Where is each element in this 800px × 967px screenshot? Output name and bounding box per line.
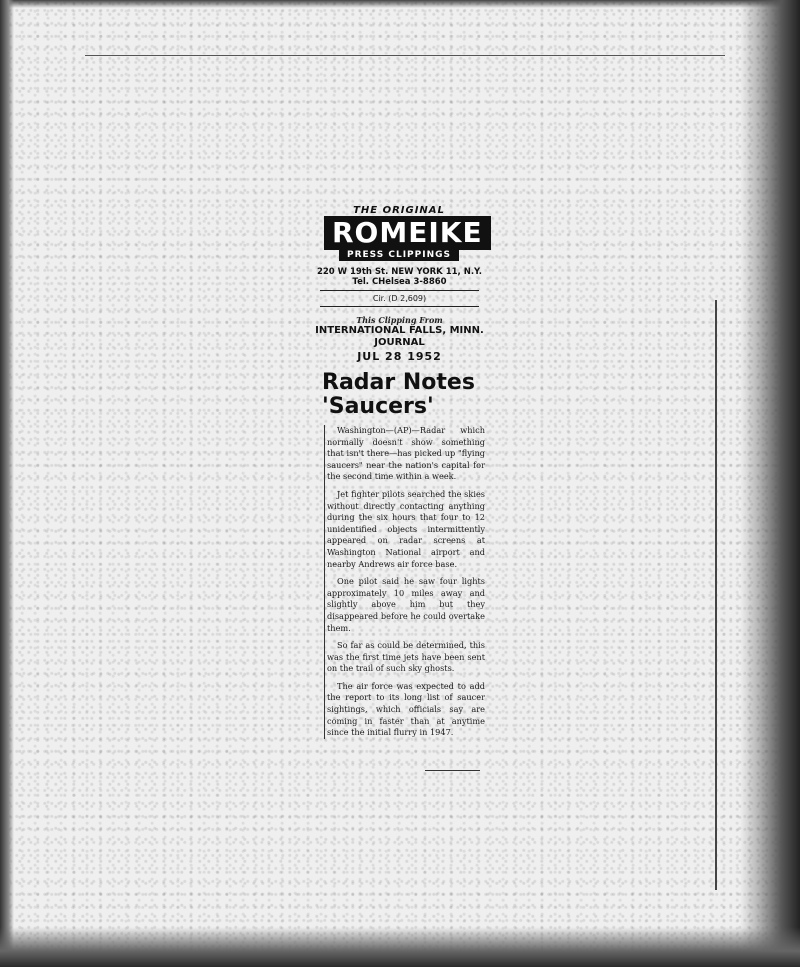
article-paragraph: The air force was expected to add the report to its long list of saucer sightings, which officials say are coming in faster than at anytime since the initial flurry in 1947. <box>327 680 485 738</box>
article-paragraph: So far as could be determined, this was the first time jets have been sent on the trail of such sky ghosts. <box>327 640 485 674</box>
address: 220 W 19th St. NEW YORK 11, N.Y. <box>316 267 483 277</box>
scan-edge-left <box>0 0 14 967</box>
scan-line <box>85 55 725 56</box>
romeike-logo <box>324 205 483 261</box>
divider <box>320 306 479 307</box>
divider <box>320 290 479 291</box>
article-paragraph: Jet fighter pilots searched the skies without directly contacting anything during the six hours that four to 12 unidentified objects intermittently appeared on radar screens at Washington National airport and nearby Andrews air force base. <box>327 488 485 569</box>
headline-line-2: 'Saucers' <box>322 394 434 419</box>
article-headline <box>322 371 487 419</box>
article-paragraph: Washington—(AP)—Radar which normally doesn't show something that isn't there—has picked up "flying saucers" near the nation's capital for the second time within a week. <box>327 425 485 482</box>
address-block <box>312 267 487 287</box>
scan-edge-bottom <box>0 927 800 967</box>
newspaper-name: JOURNAL <box>374 337 425 348</box>
clipping-from-label: This Clipping From <box>356 315 443 325</box>
logo-name: ROMEIKE <box>324 216 491 250</box>
phone: Tel. CHelsea 3-8860 <box>352 277 447 287</box>
scan-edge-top <box>0 0 800 8</box>
article-body <box>324 425 485 739</box>
article-end-rule <box>425 770 480 771</box>
clipping-date-stamp: JUL 28 1952 <box>357 350 442 363</box>
logo-press-clippings: PRESS CLIPPINGS <box>339 250 459 261</box>
circulation: Cir. (D 2,609) <box>372 294 427 303</box>
article-paragraph: One pilot said he saw four lights approximately 10 miles away and slightly above him but they disappeared before he could overtake them. <box>327 576 485 633</box>
press-clipping <box>312 205 487 745</box>
headline-line-1: Radar Notes <box>322 370 475 395</box>
scan-edge-right <box>740 0 800 967</box>
newspaper-location: INTERNATIONAL FALLS, MINN. <box>315 325 484 336</box>
paper-fold-line <box>715 300 717 890</box>
logo-the-original: THE ORIGINAL <box>353 205 445 216</box>
